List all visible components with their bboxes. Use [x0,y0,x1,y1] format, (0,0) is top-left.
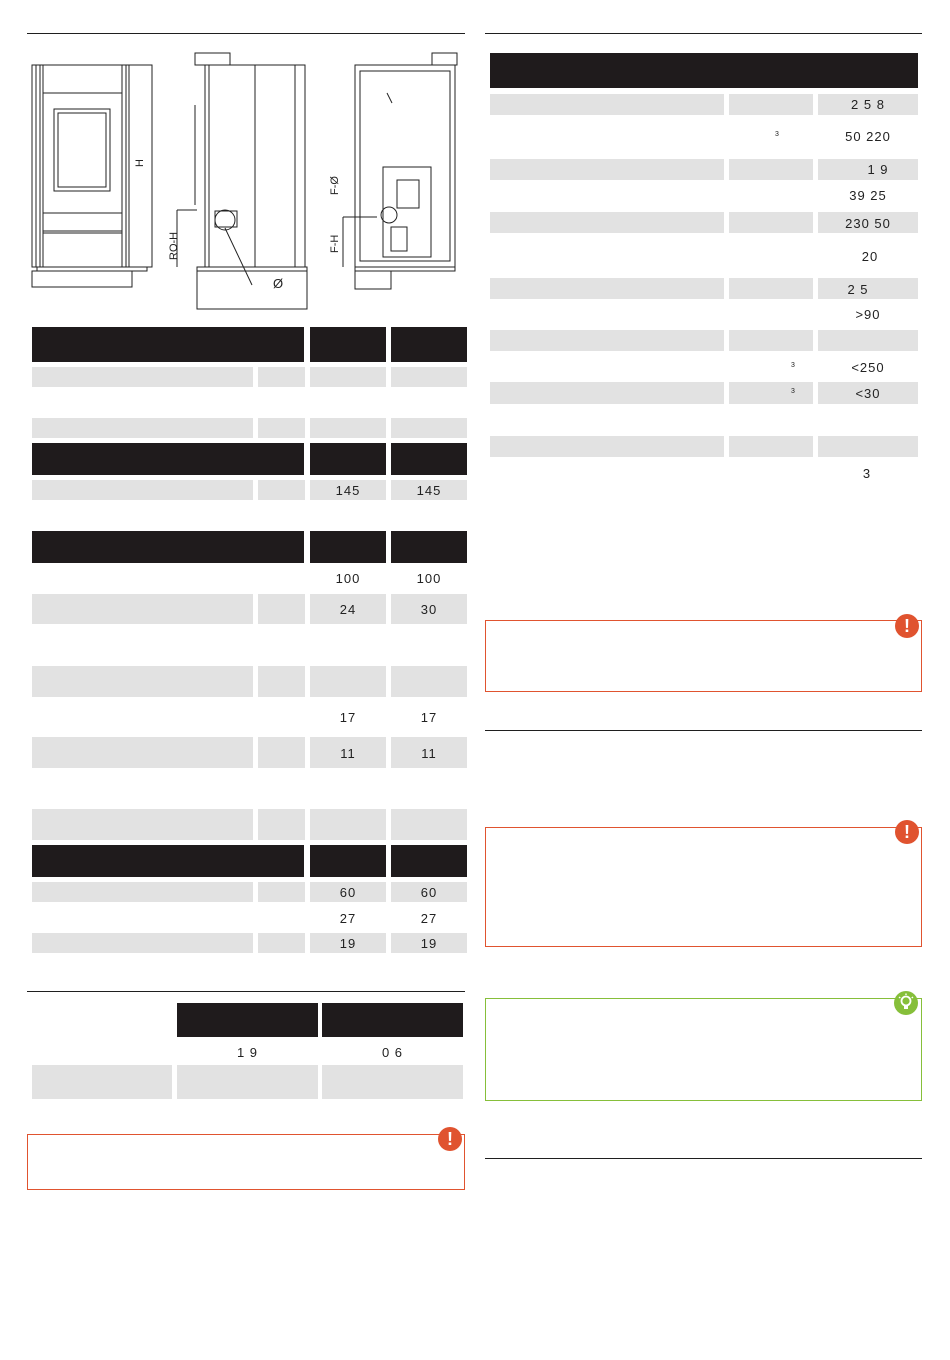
value-30: 30 [420,602,438,617]
rt-r3-value: 1 9 [867,162,889,177]
table2-row-label [32,480,253,500]
rt-r11-value: 3 [862,466,872,481]
label-f-h: F-H [329,234,341,253]
label-ro-h: RO-H [168,231,180,260]
table1-row2-val2 [391,418,467,438]
value-145-b: 145 [416,483,442,498]
value-100-b: 100 [416,571,442,586]
rt-r9-sup: 3 [791,362,795,369]
rt-r9-value: <250 [851,360,885,375]
row-empty2-unit [258,809,305,840]
table1-header-label [32,327,304,362]
row-empty-unit [258,666,305,697]
front-view [32,65,152,287]
rt-empty2-unit [729,436,813,457]
rt-r3-unit [729,159,813,180]
value-60-b: 60 [420,885,438,900]
row-empty2-cell-b [391,809,467,840]
bottom-row-cell-2 [322,1065,463,1099]
row-empty-label [32,666,253,697]
right-table-header [490,53,918,88]
table1-row-val2 [391,367,467,387]
row-11-unit [258,737,305,768]
warning-box-left [27,1134,465,1190]
table1-row2-val1 [310,418,386,438]
right-bottom-rule [485,1158,922,1159]
rt-empty-label [490,330,724,351]
rt-empty2-cell [818,436,918,457]
bottom-table-header-col2 [322,1003,463,1037]
table2-header-col2 [391,443,467,475]
value-24: 24 [339,602,357,617]
row-empty2-label [32,809,253,840]
label-phi: Ø [273,276,284,291]
rt-r10-value: <30 [855,386,881,401]
row-19-unit [258,933,305,953]
warning-icon: ! [895,820,919,844]
rt-r10-sup: 3 [791,388,795,395]
rt-r7-label [490,278,724,299]
left-mid-rule [27,991,465,992]
rt-r2-sup: 3 [775,131,779,138]
row-empty-cell-a [310,666,386,697]
table1-header-col1 [310,327,386,362]
row-empty2-cell-a [310,809,386,840]
table2-row-unit [258,480,305,500]
row-60-unit [258,882,305,902]
rt-r8-value: >90 [855,307,881,322]
value-17-b: 17 [420,710,438,725]
rt-r1-label [490,94,724,115]
lightbulb-icon [894,991,918,1015]
table1-row-label [32,367,253,387]
rt-r10-unit-cell [729,382,813,404]
rt-empty-cell [818,330,918,351]
value-19-a: 19 [339,936,357,951]
value-19-b: 19 [420,936,438,951]
table1-header-col2 [391,327,467,362]
table3-header-label [32,531,304,563]
bottom-value-1: 1 9 [236,1045,259,1060]
right-mid-rule-1 [485,730,922,731]
value-100-a: 100 [335,571,361,586]
table1-row2-label [32,418,253,438]
value-27-a: 27 [339,911,357,926]
row-24-label [32,594,253,624]
rt-r2-value: 50 220 [845,129,891,144]
tip-box [485,998,922,1101]
value-27-b: 27 [420,911,438,926]
table1-row2-unit [258,418,305,438]
value-17-a: 17 [339,710,357,725]
warning-icon: ! [895,614,919,638]
row-24-unit [258,594,305,624]
left-top-rule [27,33,465,34]
rt-r10-label [490,382,724,404]
rear-view [343,53,457,289]
rt-r5-unit [729,212,813,233]
rt-empty-unit [729,330,813,351]
row-19-label [32,933,253,953]
row-empty-cell-b [391,666,467,697]
bottom-table-header-col1 [177,1003,318,1037]
right-top-rule [485,33,922,34]
bottom-row-label [32,1065,172,1099]
value-11-b: 11 [421,746,437,761]
rt-r7-unit [729,278,813,299]
row-60-label [32,882,253,902]
label-f-phi: F-Ø [329,176,341,195]
table4-header-col2 [391,845,467,877]
rt-r7-value: 2 5 [847,282,869,297]
warning-box-right-2 [485,827,922,947]
table4-header-label [32,845,304,877]
warning-icon: ! [438,1127,462,1151]
table1-row-val1 [310,367,386,387]
value-145-a: 145 [335,483,361,498]
table1-row-unit [258,367,305,387]
row-11-label [32,737,253,768]
rt-r5-value: 230 50 [845,216,891,231]
bottom-row-cell-1 [177,1065,318,1099]
rt-r1-value: 2 5 8 [851,97,885,112]
label-h: H [134,159,146,167]
stove-drawings [27,45,467,315]
rt-r1-unit [729,94,813,115]
table3-header-col2 [391,531,467,563]
bottom-value-2: 0 6 [381,1045,404,1060]
rt-r5-label [490,212,724,233]
table2-header-label [32,443,304,475]
rt-empty2-label [490,436,724,457]
side-view [177,53,307,309]
table2-header-col1 [310,443,386,475]
rt-r4-value: 39 25 [849,188,887,203]
value-60-a: 60 [339,885,357,900]
rt-r3-label [490,159,724,180]
value-11-a: 11 [340,746,356,761]
warning-box-right-1 [485,620,922,692]
rt-r6-value: 20 [861,249,879,264]
table3-header-col1 [310,531,386,563]
table4-header-col1 [310,845,386,877]
